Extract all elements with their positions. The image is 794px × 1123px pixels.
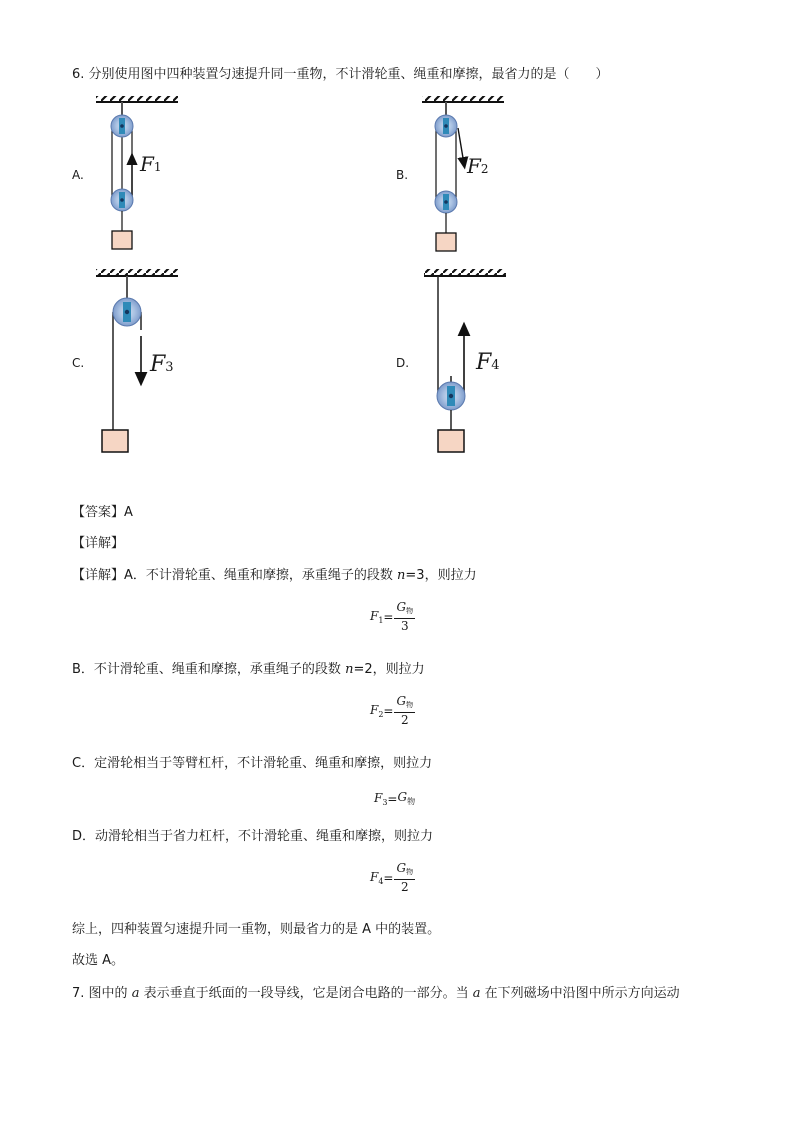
question-7-stem: 7. 图中的 a 表示垂直于纸面的一段导线，它是闭合电路的一部分。当 a 在下列磁场中沿图中所示方向运动 xyxy=(72,986,680,1001)
formula-f3: $F_3$ = $G_物$ xyxy=(374,790,416,807)
figure-b-pulley-system xyxy=(416,92,516,254)
question-6-stem xyxy=(72,66,609,84)
movable-pulley-center xyxy=(120,198,124,202)
fixed-pulley-center xyxy=(120,124,124,128)
question-number: 7. xyxy=(72,986,85,1001)
force-label-f2: F2 xyxy=(467,154,489,178)
explanation-a-text: 【详解】A．不计滑轮重、绳重和摩擦，承重绳子的段数 n=3，则拉力 xyxy=(72,568,477,583)
figure-d-movable-pulley xyxy=(416,264,516,456)
summary-text: 综上，四种装置匀速提升同一重物，则最省力的是 A 中的装置。 xyxy=(72,922,441,937)
formula-f1: $F_1$ = $\frac{G_物}{3}$ xyxy=(370,600,414,633)
fixed-pulley-center xyxy=(444,124,448,128)
answer-tag: 【答案】 xyxy=(72,505,125,520)
load-box xyxy=(436,233,456,251)
conclusion-text: 故选 A。 xyxy=(72,953,125,968)
formula-f2: $F_2$ = $\frac{G_物}{2}$ xyxy=(370,694,414,727)
load-box xyxy=(102,430,128,452)
load-box xyxy=(112,231,132,249)
detail-header: 【详解】 xyxy=(72,536,125,551)
question-number: 6. xyxy=(72,67,85,82)
formula-f4: $F_4$ = $\frac{G_物}{2}$ xyxy=(370,861,414,894)
force-label-f4: F4 xyxy=(476,350,500,375)
option-a-label[interactable]: A. xyxy=(72,168,84,182)
answer-line xyxy=(72,504,133,522)
option-c-label[interactable]: C. xyxy=(72,356,85,370)
force-arrow-f2 xyxy=(458,128,464,164)
figure-c-fixed-pulley xyxy=(92,264,192,456)
ceiling-hatch xyxy=(96,269,178,276)
load-box xyxy=(438,430,464,452)
option-b-label[interactable]: B. xyxy=(396,168,409,182)
option-d-label[interactable]: D. xyxy=(396,356,410,370)
answer-value: A xyxy=(124,505,133,520)
movable-pulley-center xyxy=(449,394,453,398)
explanation-d-text: D．动滑轮相当于省力杠杆，不计滑轮重、绳重和摩擦，则拉力 xyxy=(72,829,434,844)
movable-pulley-center xyxy=(444,200,448,204)
explanation-b-text: B．不计滑轮重、绳重和摩擦，承重绳子的段数 n=2，则拉力 xyxy=(72,662,425,677)
fixed-pulley-center xyxy=(125,310,129,314)
force-label-f1: F1 xyxy=(140,152,162,176)
force-label-f3: F3 xyxy=(150,352,174,377)
question-text: 分别使用图中四种装置匀速提升同一重物，不计滑轮重、绳重和摩擦，最省力的是（ ） xyxy=(88,67,609,82)
explanation-c-text: C．定滑轮相当于等臂杠杆，不计滑轮重、绳重和摩擦，则拉力 xyxy=(72,756,433,771)
ceiling-hatch xyxy=(424,269,506,276)
